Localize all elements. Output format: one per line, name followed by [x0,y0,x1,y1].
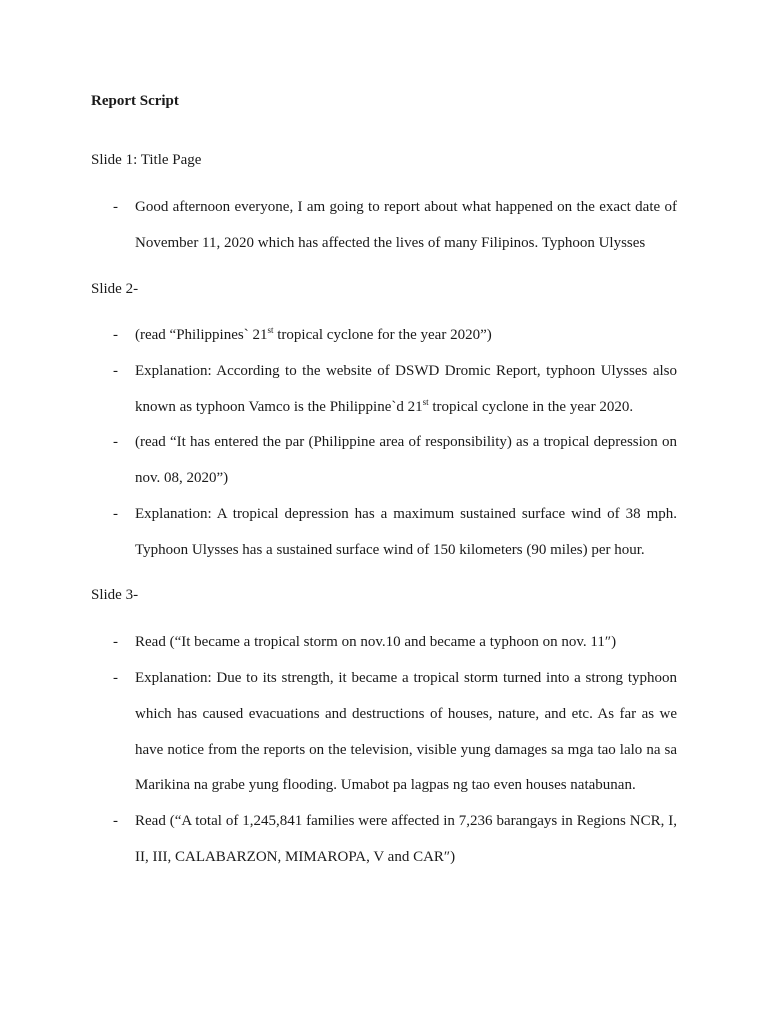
list-item-text: Good afternoon everyone, I am going to report about what happened on the exact date of November 11, 2020 which has affected the lives of many Filipinos. Typhoon Ulysses [135,199,677,251]
document-title: Report Script [91,93,179,109]
bullet-dash: - [113,327,118,343]
list-item-text: Read (“It became a tropical storm on nov.10 and became a typhoon on nov. 11″) [135,634,617,650]
list-item-text [135,354,677,426]
superscript: st [267,325,274,335]
text-segment: (read “Philippines` 21 [135,327,268,343]
text-segment: tropical cyclone for the year 2020”) [273,327,492,343]
slide-1-heading: Slide 1: Title Page [91,152,202,168]
list-item-text: (read “It has entered the par (Philippine area of responsibility) as a tropical depression on nov. 08, 2020”) [135,434,677,486]
text-segment: Explanation: According to the website of DSWD Dromic Report, typhoon Ulysses also known as typhoon Vamco is the Philippine`d 21 [135,363,677,415]
list-item-text: Explanation: A tropical depression has a maximum sustained surface wind of 38 mph. Typhoon Ulysses has a sustained surface wind of 150 kilometers (90 miles) per hour. [135,506,677,558]
list-item-text: Read (“A total of 1,245,841 families were affected in 7,236 barangays in Regions NCR, I, II, III, CALABARZON, MIMAROPA, V and CAR″) [135,813,677,865]
slide-2-heading: Slide 2- [91,281,139,297]
bullet-dash: - [113,363,118,379]
bullet-dash: - [113,634,118,650]
superscript: st [422,396,429,407]
bullet-dash: - [113,813,118,829]
text-segment: tropical cyclone in the year 2020. [428,398,634,415]
slide-3-heading: Slide 3- [91,587,139,603]
list-item-text [135,318,677,354]
list-item-text: Explanation: Due to its strength, it became a tropical storm turned into a strong typhoon which has caused evacuations and destructions of houses, nature, and etc. As far as we have notice from the reports on the television, visible yung damages sa mga tao lalo na sa Marikina na grabe yung flooding. Umabot pa lagpas ng tao even houses natabunan. [135,670,677,794]
bullet-dash: - [113,506,118,522]
bullet-dash: - [113,434,118,450]
bullet-dash: - [113,199,118,215]
bullet-dash: - [113,670,118,686]
